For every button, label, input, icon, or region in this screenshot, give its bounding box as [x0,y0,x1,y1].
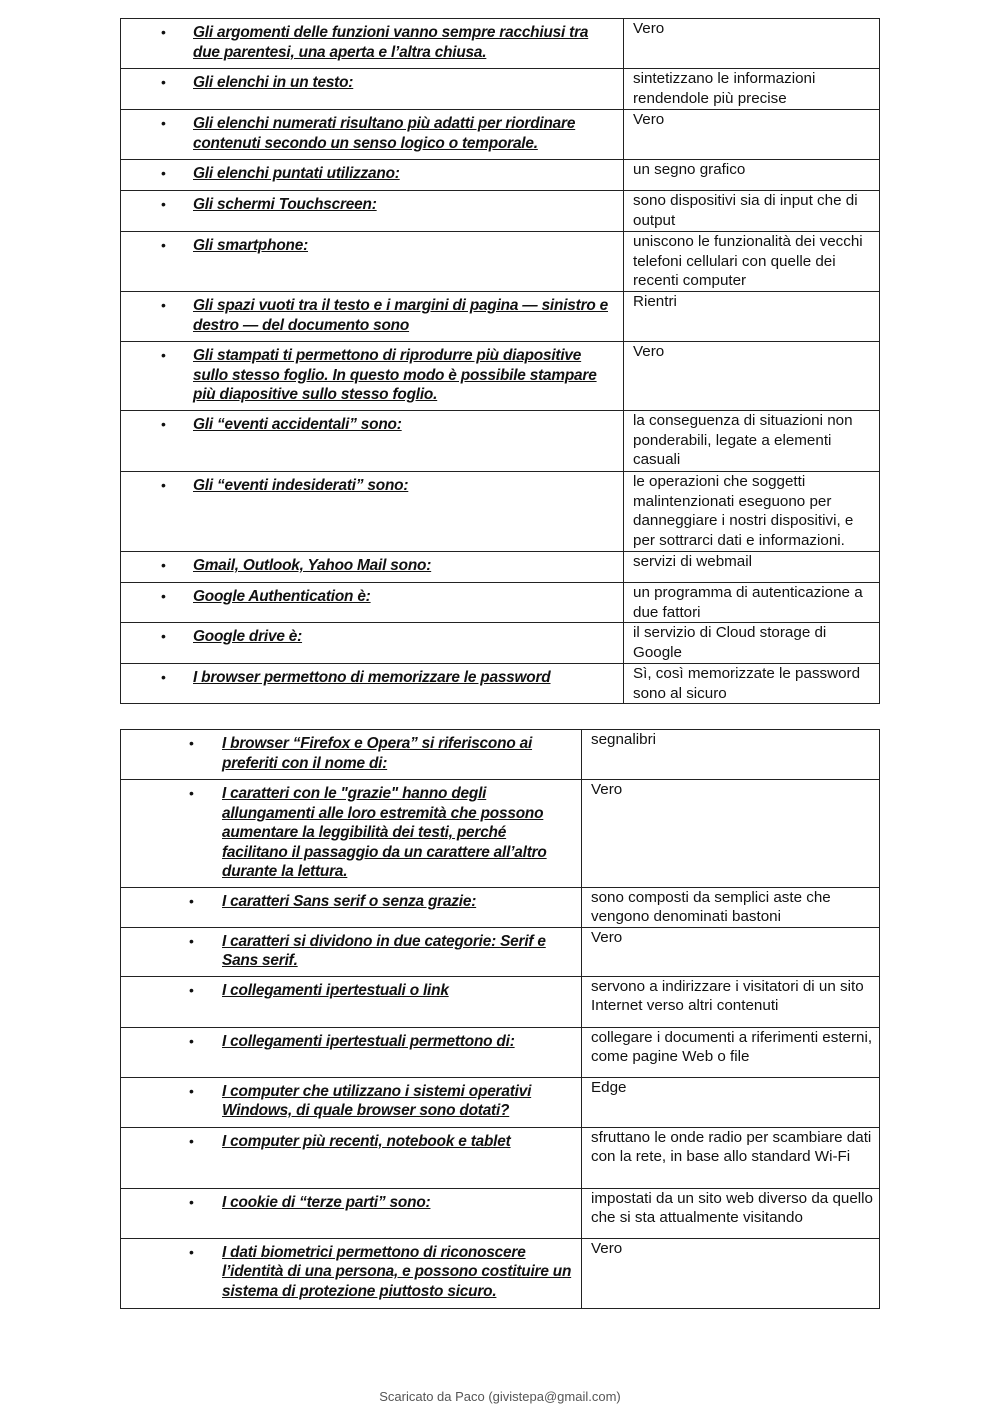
question-text: I computer che utilizzano i sistemi operativi Windows, di quale browser sono dotati? [222,1082,532,1119]
bullet-icon: • [189,932,194,949]
answer-cell [624,664,880,704]
answer-text: segnalibri [591,731,657,748]
question-cell [121,1238,582,1308]
question-text: I browser permettono di memorizzare le password [193,669,551,686]
question-text: I caratteri con le "grazie" hanno degli allungamenti alle loro estremità che possono aumentare la leggibilità dei testi, perché facilitano il passaggio da un carattere all’altro durante la lettura. [222,785,547,880]
question-text: Gli spazi vuoti tra il testo e i margini di pagina — sinistro e destro — del documento sono [193,297,609,334]
question-cell [121,69,624,110]
question-cell [121,1077,582,1127]
bullet-icon: • [161,196,166,212]
answer-cell [624,69,880,110]
download-footer: Scaricato da Paco (givistepa@gmail.com) [379,1389,621,1404]
question-text: I browser “Firefox e Opera” si riferiscono ai preferiti con il nome di: [222,735,533,772]
table-row [121,664,880,704]
question-text: I caratteri Sans serif o senza grazie: [222,892,477,910]
answer-cell [624,472,880,552]
answer-cell [582,1127,880,1188]
answer-cell [582,1238,880,1308]
question-text: Gli elenchi puntati utilizzano: [193,165,400,182]
answer-cell [624,623,880,664]
answer-cell [582,887,880,927]
question-cell [121,730,582,780]
question-cell [121,887,582,927]
table-row [121,160,880,191]
answer-text: le operazioni che soggetti malintenzionati eseguono per danneggiare i nostri dispositivi, e per sottrarci dati e informazioni. [633,473,854,549]
bullet-icon: • [161,74,166,90]
table-row [121,552,880,583]
table-row [121,232,880,292]
question-cell [121,664,624,704]
question-cell [121,552,624,583]
bullet-icon: • [189,1132,194,1149]
answer-cell [624,342,880,411]
answer-cell [624,411,880,472]
table-row [121,887,880,927]
bullet-icon: • [189,892,194,909]
table-row [121,292,880,342]
answer-text: collegare i documenti a riferimenti esterni, come pagine Web o file [591,1028,873,1065]
question-text: I collegamenti ipertestuali o link [222,981,449,999]
question-text: Gmail, Outlook, Yahoo Mail sono: [193,557,432,574]
table-row [121,191,880,232]
question-cell [121,191,624,232]
question-text: I computer più recenti, notebook e tablet [222,1132,511,1150]
answer-text: Rientri [633,293,677,310]
bullet-icon: • [161,347,166,363]
bullet-icon: • [161,628,166,644]
table-row [121,583,880,623]
question-text: Google drive è: [193,628,303,645]
table-row [121,110,880,160]
answer-cell [582,1077,880,1127]
question-cell [121,160,624,191]
question-text: Gli schermi Touchscreen: [193,196,377,213]
answer-text: Vero [633,111,665,128]
bullet-icon: • [189,1193,194,1210]
answer-text: il servizio di Cloud storage di Google [633,624,827,661]
answer-text: Vero [591,928,623,946]
question-cell [121,1127,582,1188]
question-text: Gli elenchi numerati risultano più adatti per riordinare contenuti secondo un senso logico o temporale. [193,115,576,152]
answer-text: sfruttano le onde radio per scambiare dati con la rete, in base allo standard Wi-Fi [591,1128,872,1165]
bullet-icon: • [161,297,166,313]
table-row [121,342,880,411]
answer-text: servizi di webmail [633,553,753,570]
bullet-icon: • [161,477,166,493]
answer-text: Vero [591,781,623,798]
answer-cell [624,110,880,160]
answer-cell [624,232,880,292]
table-row [121,1238,880,1308]
question-cell [121,110,624,160]
answer-text: impostati da un sito web diverso da quello che si sta attualmente visitando [591,1189,873,1226]
question-cell [121,292,624,342]
answer-cell [582,927,880,976]
question-text: I collegamenti ipertestuali permettono di: [222,1032,515,1050]
question-cell [121,623,624,664]
answer-text: uniscono le funzionalità dei vecchi telefoni cellulari con quelle dei recenti computer [633,233,863,289]
bullet-icon: • [161,416,166,432]
table-row [121,730,880,780]
bullet-icon: • [161,588,166,604]
bullet-icon: • [189,1082,194,1099]
answer-text: sono dispositivi sia di input che di output [633,192,858,229]
qa-table-1 [120,18,880,704]
table-row [121,927,880,976]
table-row [121,623,880,664]
answer-text: Sì, così memorizzate le password sono al sicuro [633,665,861,702]
table-row [121,472,880,552]
table-row [121,69,880,110]
question-cell [121,1188,582,1238]
question-text: Google Authentication è: [193,588,371,605]
bullet-icon: • [161,557,166,573]
answer-cell [624,160,880,191]
question-cell [121,472,624,552]
answer-text: un programma di autenticazione a due fattori [633,584,863,621]
bullet-icon: • [189,785,194,801]
answer-text: Edge [591,1078,627,1096]
answer-cell [624,583,880,623]
answer-cell [624,552,880,583]
qa-table-2 [120,729,880,1309]
table-row [121,1077,880,1127]
bullet-icon: • [161,115,166,131]
table-row [121,780,880,888]
question-text: I cookie di “terze parti” sono: [222,1193,431,1211]
bullet-icon: • [161,237,166,253]
table-row [121,411,880,472]
answer-text: servono a indirizzare i visitatori di un sito Internet verso altri contenuti [591,977,864,1014]
question-cell [121,583,624,623]
answer-cell [624,19,880,69]
question-text: Gli stampati ti permettono di riprodurre più diapositive sullo stesso foglio. In questo modo è possibile stampare più diapositive sullo stesso foglio. [193,347,597,403]
question-cell [121,976,582,1027]
bullet-icon: • [189,1032,194,1049]
bullet-icon: • [189,735,194,751]
bullet-icon: • [189,1243,194,1260]
table-row [121,976,880,1027]
bullet-icon: • [161,24,166,40]
answer-cell [582,976,880,1027]
answer-cell [582,1027,880,1077]
table-row [121,1127,880,1188]
answer-text: sono composti da semplici aste che vengono denominati bastoni [591,888,831,925]
question-cell [121,780,582,888]
answer-text: Vero [633,343,665,360]
answer-cell [582,780,880,888]
answer-text: un segno grafico [633,161,746,178]
question-text: Gli argomenti delle funzioni vanno sempre racchiusi tra due parentesi, una aperta e l’altra chiusa. [193,24,589,61]
answer-text: Vero [591,1239,623,1257]
question-cell [121,19,624,69]
bullet-icon: • [189,981,194,998]
answer-text: la conseguenza di situazioni non ponderabili, legate a elementi casuali [633,412,853,468]
question-text: Gli elenchi in un testo: [193,74,354,91]
table-row [121,1188,880,1238]
question-text: Gli “eventi indesiderati” sono: [193,477,409,494]
answer-text: sintetizzano le informazioni rendendole più precise [633,70,816,107]
question-cell [121,411,624,472]
table-row [121,1027,880,1077]
question-text: I dati biometrici permettono di riconoscere l’identità di una persona, e possono costituire un sistema di protezione piuttosto sicuro. [222,1243,572,1300]
bullet-icon: • [161,669,166,685]
question-cell [121,342,624,411]
question-text: I caratteri si dividono in due categorie: Serif e Sans serif. [222,932,546,969]
answer-cell [624,292,880,342]
question-cell [121,232,624,292]
answer-text: Vero [633,20,665,37]
bullet-icon: • [161,165,166,181]
question-cell [121,927,582,976]
answer-cell [582,730,880,780]
answer-cell [582,1188,880,1238]
table-row [121,19,880,69]
question-cell [121,1027,582,1077]
question-text: Gli “eventi accidentali” sono: [193,416,402,433]
question-text: Gli smartphone: [193,237,309,254]
answer-cell [624,191,880,232]
